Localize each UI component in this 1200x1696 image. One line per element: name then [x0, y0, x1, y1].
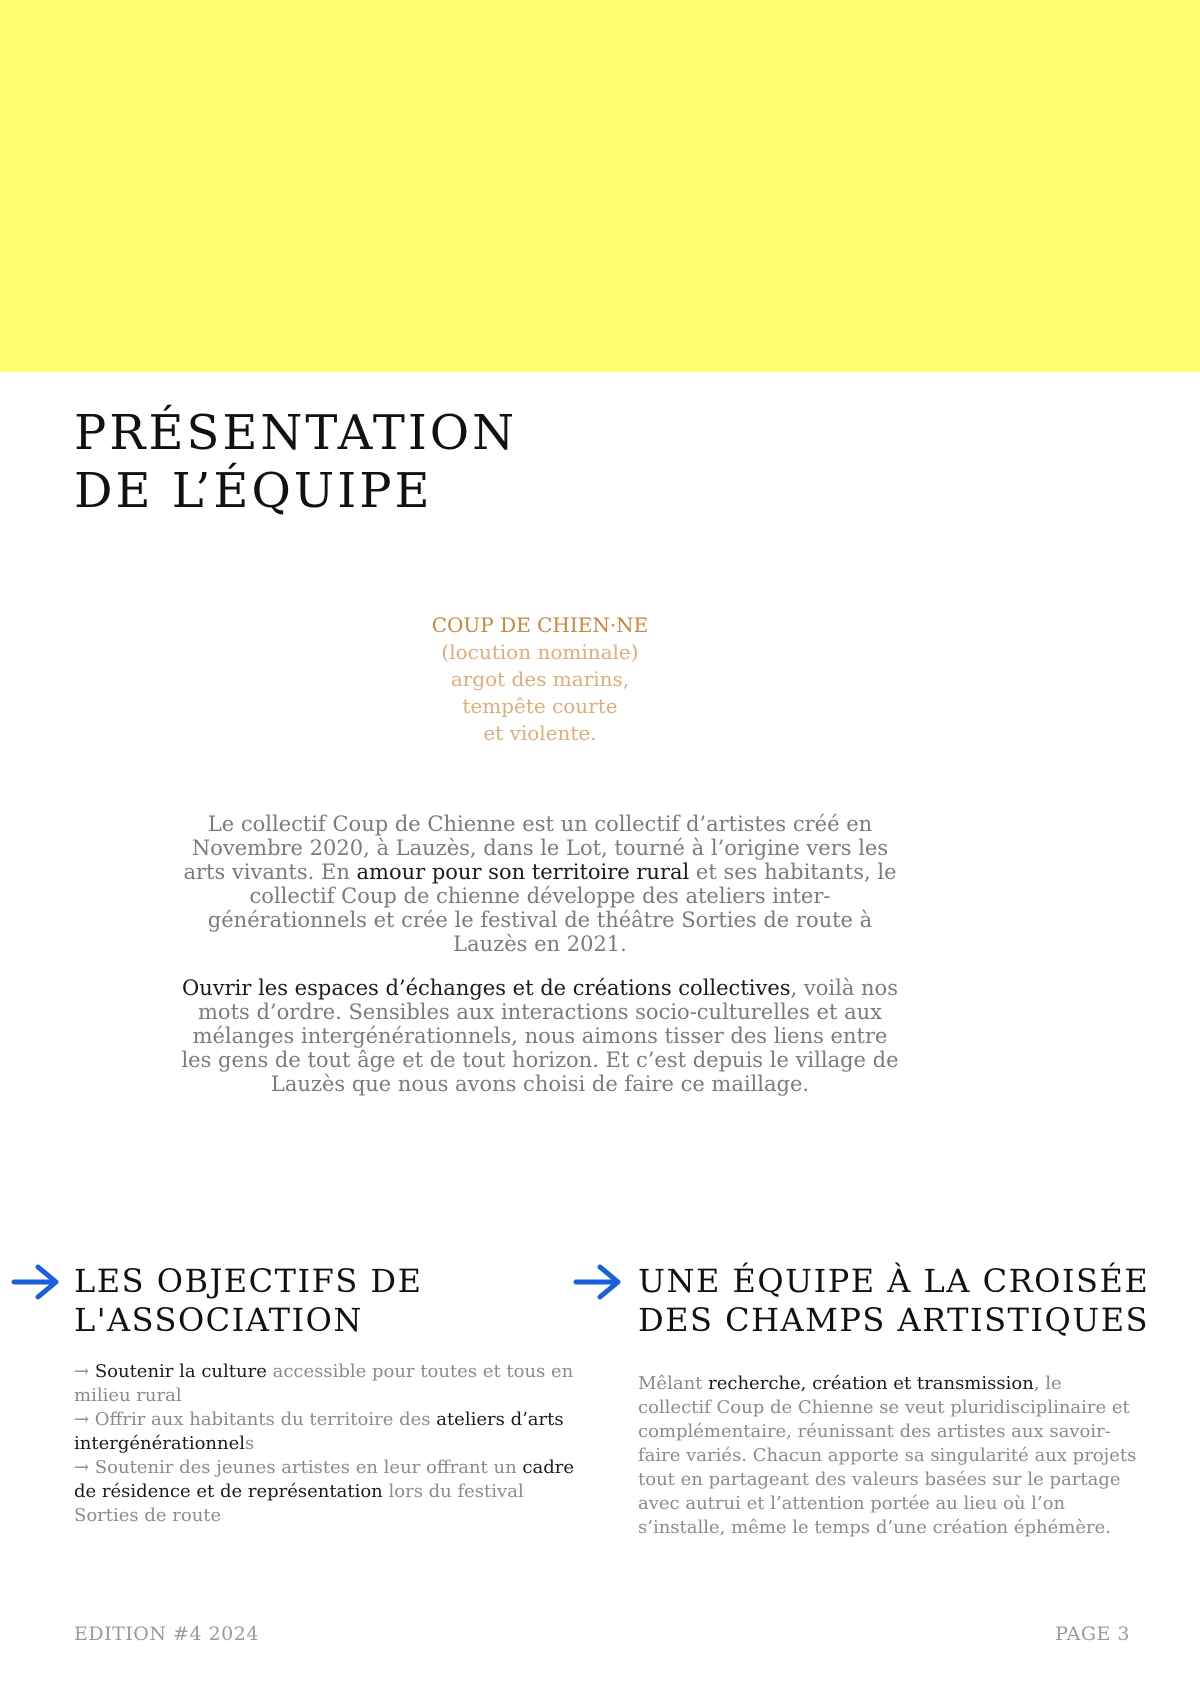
definition-line: argot des marins,	[450, 667, 630, 691]
team-text: Mêlant	[638, 1373, 709, 1394]
list-item-highlight: ateliers d’arts intergénérationnel	[74, 1409, 564, 1454]
objectives-title-line1: LES OBJECTIFS DE	[74, 1262, 423, 1300]
yellow-banner	[0, 0, 1200, 372]
team-text: , le collectif Coup de Chienne se veut pluridisciplinaire et complémentaire, réunissant des artistes aux savoir-faire variés. Chacun apporte sa singularité aux projets tout en partageant des valeurs basées sur le partage avec autrui et l’attention portée au lieu où l’on s’installe, même le temps d’une création éphémère.	[638, 1373, 1137, 1538]
list-item-text: → Offrir aux habitants du territoire des	[74, 1409, 437, 1430]
list-item	[74, 1408, 584, 1456]
definition-term: COUP DE CHIEN·NE	[431, 613, 649, 637]
list-item	[74, 1456, 584, 1528]
intro-paragraph-1	[180, 812, 900, 956]
arrow-right-icon	[10, 1262, 62, 1302]
page-title-line2: DE L’ÉQUIPE	[74, 463, 433, 519]
intro-paragraph-2	[180, 976, 900, 1096]
definition-line: tempête courte	[462, 694, 618, 718]
objectives-title-line2: L'ASSOCIATION	[74, 1301, 363, 1339]
list-item-highlight: cadre de résidence et de représentation	[74, 1457, 575, 1502]
footer-page-number: PAGE 3	[1055, 1623, 1130, 1645]
footer-edition: EDITION #4 2024	[74, 1623, 259, 1645]
objectives-list	[74, 1360, 584, 1528]
list-item-text: lors du festival Sorties de route	[74, 1481, 524, 1526]
list-item-text: →	[74, 1361, 95, 1382]
intro-p1-text: et ses habitants, le collectif Coup de chienne développe des ateliers inter-générationnels et crée le festival de théâtre Sorties de route à Lauzès en 2021.	[207, 860, 897, 956]
intro-p2-text: , voilà nos mots d’ordre. Sensibles aux interactions socio-culturelles et aux mélanges intergénérationnels, nous aimons tisser des liens entre les gens de tout âge et de tout horizon. Et c’est depuis le village de Lauzès que nous avons choisi de faire ce maillage.	[181, 976, 899, 1096]
list-item-text: s	[245, 1433, 255, 1454]
definition-line: (locution nominale)	[441, 640, 639, 664]
team-highlight: recherche, création et transmission	[708, 1373, 1034, 1394]
page-title	[74, 404, 517, 520]
intro-p1-text: Le collectif Coup de Chienne est un collectif d’artistes créé en Novembre 2020, à Lauzès, dans le Lot, tourné à l’origine vers les arts vivants. En	[183, 812, 889, 884]
team-title-line1: UNE ÉQUIPE À LA CROISÉE	[638, 1262, 1150, 1300]
list-item	[74, 1360, 584, 1408]
arrow-right-icon	[572, 1262, 624, 1302]
team-paragraph	[638, 1372, 1138, 1540]
list-item-text: accessible pour toutes et tous en milieu rural	[74, 1361, 574, 1406]
list-item-highlight: Soutenir la culture	[94, 1361, 267, 1382]
list-item-text: → Soutenir des jeunes artistes en leur offrant un	[74, 1457, 523, 1478]
objectives-title	[74, 1262, 422, 1340]
intro-p1-highlight: amour pour son territoire rural	[356, 860, 690, 884]
team-title-line2: DES CHAMPS ARTISTIQUES	[638, 1301, 1150, 1339]
intro-p2-highlight: Ouvrir les espaces d’échanges et de créations collectives	[182, 976, 791, 1000]
intro-text	[180, 812, 900, 1116]
definition-block	[340, 612, 740, 747]
definition-line: et violente.	[483, 721, 597, 745]
team-title	[638, 1262, 1149, 1340]
page-title-line1: PRÉSENTATION	[74, 405, 518, 461]
